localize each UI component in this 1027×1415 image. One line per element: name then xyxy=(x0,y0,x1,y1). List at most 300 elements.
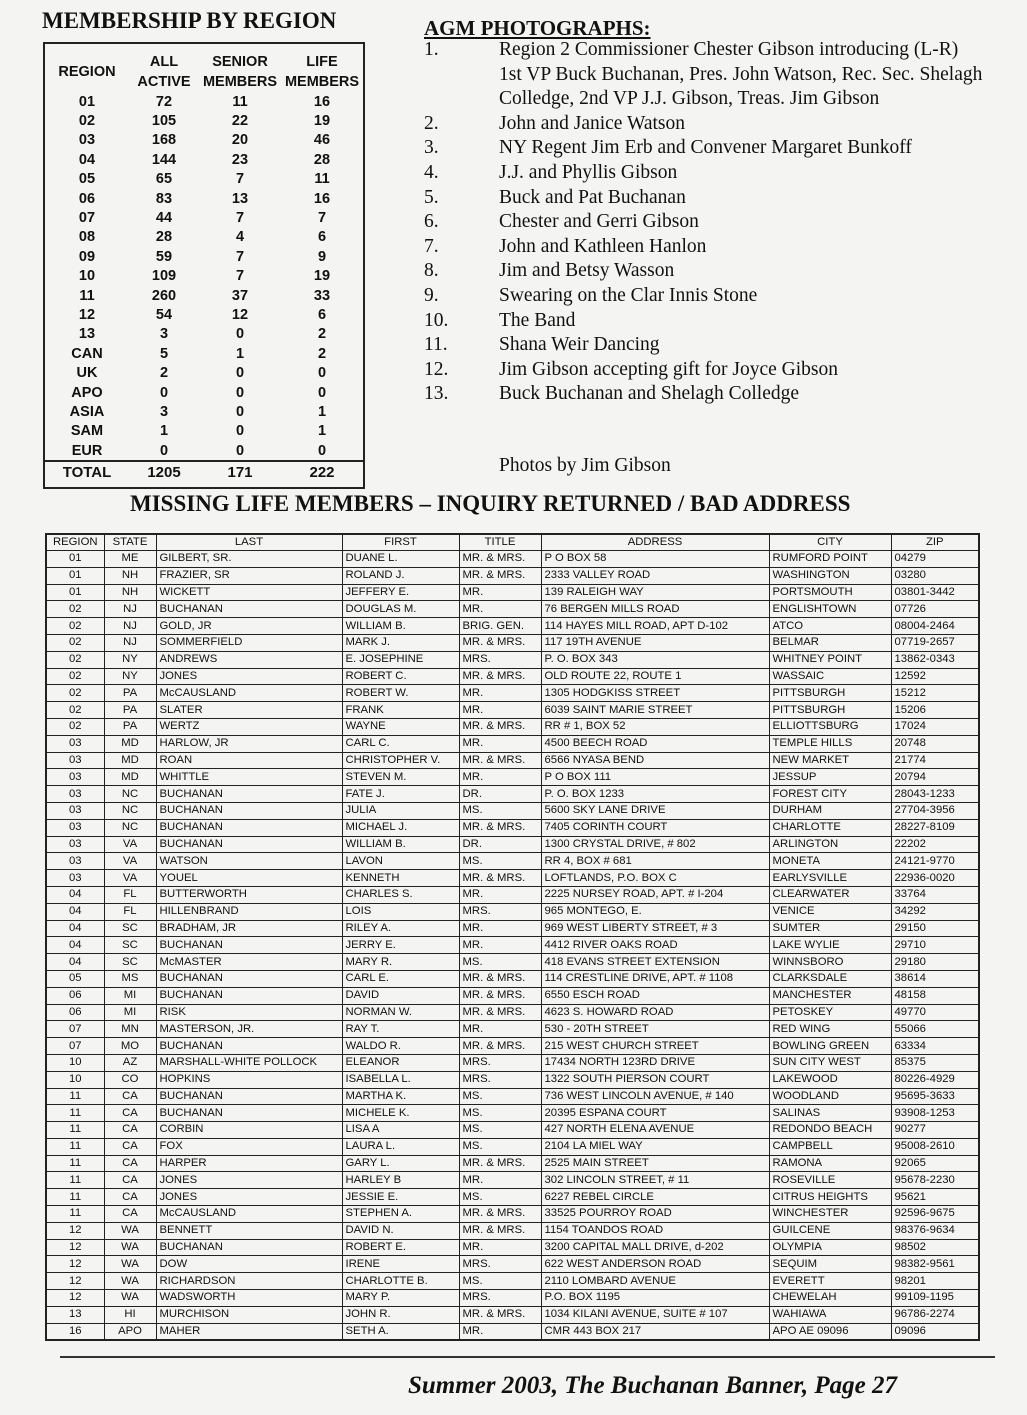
table-cell: 2225 NURSEY ROAD, APT. # I-204 xyxy=(541,886,769,903)
table-cell: 28043-1233 xyxy=(891,786,979,803)
agm-caption: Buck Buchanan and Shelagh Colledge xyxy=(499,383,800,405)
table-cell: 05 xyxy=(46,970,104,987)
agm-number: 3. xyxy=(424,137,439,159)
membership-cell: 2 xyxy=(317,345,327,362)
table-row xyxy=(46,1323,979,1340)
agm-number: 13. xyxy=(424,383,449,405)
table-cell: LOIS xyxy=(342,903,459,920)
agm-number: 9. xyxy=(424,284,439,306)
table-cell: ELEANOR xyxy=(342,1054,459,1071)
table-row xyxy=(46,1290,979,1307)
table-cell: MS. xyxy=(459,1273,541,1290)
missing-col-header: STATE xyxy=(104,534,156,551)
table-cell: RILEY A. xyxy=(342,920,459,937)
table-cell: LISA A xyxy=(342,1122,459,1139)
membership-cell: 1 xyxy=(235,345,245,362)
agm-item xyxy=(424,358,984,383)
table-cell: 4500 BEECH ROAD xyxy=(541,735,769,752)
table-cell: SETH A. xyxy=(342,1323,459,1340)
footer-divider xyxy=(60,1356,995,1358)
membership-cell: 3 xyxy=(159,403,169,420)
membership-cell: 12 xyxy=(78,306,96,323)
table-cell: 03 xyxy=(46,735,104,752)
table-cell: MD xyxy=(104,769,156,786)
agm-caption: Swearing on the Clar Innis Stone xyxy=(499,284,758,306)
table-cell: MR. & MRS. xyxy=(459,1306,541,1323)
membership-cell: 11 xyxy=(232,93,248,110)
table-cell: 01 xyxy=(46,551,104,568)
table-cell: 215 WEST CHURCH STREET xyxy=(541,1038,769,1055)
table-cell: MO xyxy=(104,1038,156,1055)
table-cell: 98376-9634 xyxy=(891,1222,979,1239)
membership-row xyxy=(45,111,363,130)
table-cell: WASSAIC xyxy=(769,668,891,685)
table-cell: CHARLOTTE xyxy=(769,819,891,836)
table-cell: 117 19TH AVENUE xyxy=(541,634,769,651)
membership-cell: 3 xyxy=(159,326,169,343)
missing-col-header: FIRST xyxy=(342,534,459,551)
agm-caption: Jim and Betsy Wasson xyxy=(499,260,675,282)
table-row xyxy=(46,1256,979,1273)
membership-cell: 01 xyxy=(78,93,96,110)
membership-row xyxy=(45,422,363,441)
table-cell: 04279 xyxy=(891,551,979,568)
table-cell: PITTSBURGH xyxy=(769,702,891,719)
table-cell: WA xyxy=(104,1290,156,1307)
membership-cell: 0 xyxy=(235,326,245,343)
membership-cell: 59 xyxy=(155,248,173,265)
table-row xyxy=(46,1222,979,1239)
table-cell: 85375 xyxy=(891,1054,979,1071)
table-cell: 33764 xyxy=(891,886,979,903)
table-cell: PORTSMOUTH xyxy=(769,584,891,601)
table-cell: 02 xyxy=(46,702,104,719)
table-row xyxy=(46,1206,979,1223)
table-cell: DOUGLAS M. xyxy=(342,601,459,618)
membership-cell: 04 xyxy=(78,151,96,168)
table-cell: HOPKINS xyxy=(156,1071,342,1088)
table-cell: MONETA xyxy=(769,853,891,870)
membership-row xyxy=(45,228,363,247)
membership-cell: 09 xyxy=(78,248,96,265)
table-cell: MR. & MRS. xyxy=(459,870,541,887)
table-cell: WINCHESTER xyxy=(769,1206,891,1223)
table-cell: MR. & MRS. xyxy=(459,970,541,987)
table-cell: BUCHANAN xyxy=(156,987,342,1004)
table-cell: DAVID xyxy=(342,987,459,1004)
agm-item xyxy=(424,161,984,186)
table-cell: LAKE WYLIE xyxy=(769,937,891,954)
table-cell: BUCHANAN xyxy=(156,802,342,819)
table-cell: MAHER xyxy=(156,1323,342,1340)
table-cell: 11 xyxy=(46,1122,104,1139)
table-row xyxy=(46,1021,979,1038)
table-cell: RED WING xyxy=(769,1021,891,1038)
table-cell: 03 xyxy=(46,819,104,836)
membership-cell: 6 xyxy=(317,229,327,246)
membership-row xyxy=(45,247,363,266)
table-row xyxy=(46,1155,979,1172)
membership-row xyxy=(45,286,363,305)
table-cell: MR. xyxy=(459,1323,541,1340)
membership-row xyxy=(45,267,363,286)
table-cell: 02 xyxy=(46,601,104,618)
table-cell: JOHN R. xyxy=(342,1306,459,1323)
table-cell: 139 RALEIGH WAY xyxy=(541,584,769,601)
table-cell: 20395 ESPANA COURT xyxy=(541,1105,769,1122)
table-cell: FATE J. xyxy=(342,786,459,803)
table-cell: 06 xyxy=(46,1004,104,1021)
membership-row xyxy=(45,170,363,189)
table-cell: 11 xyxy=(46,1172,104,1189)
agm-number: 8. xyxy=(424,260,439,282)
table-cell: 11 xyxy=(46,1138,104,1155)
table-cell: 06 xyxy=(46,987,104,1004)
table-cell: 02 xyxy=(46,668,104,685)
table-cell: NH xyxy=(104,567,156,584)
table-cell: 11 xyxy=(46,1189,104,1206)
table-cell: GARY L. xyxy=(342,1155,459,1172)
table-cell: SC xyxy=(104,937,156,954)
membership-cell: ASIA xyxy=(69,403,105,420)
table-cell: 04 xyxy=(46,886,104,903)
table-cell: 02 xyxy=(46,651,104,668)
table-cell: CA xyxy=(104,1105,156,1122)
table-cell: 96786-2274 xyxy=(891,1306,979,1323)
table-cell: 38614 xyxy=(891,970,979,987)
table-cell: APO AE 09096 xyxy=(769,1323,891,1340)
membership-cell: 37 xyxy=(231,287,249,304)
table-cell: JONES xyxy=(156,1189,342,1206)
table-row xyxy=(46,903,979,920)
table-cell: RAMONA xyxy=(769,1155,891,1172)
table-cell: CITRUS HEIGHTS xyxy=(769,1189,891,1206)
table-cell: ANDREWS xyxy=(156,651,342,668)
table-cell: 6039 SAINT MARIE STREET xyxy=(541,702,769,719)
membership-cell: 07 xyxy=(78,210,96,227)
table-cell: STEVEN M. xyxy=(342,769,459,786)
table-cell: DURHAM xyxy=(769,802,891,819)
table-cell: JESSUP xyxy=(769,769,891,786)
agm-caption: J.J. and Phyllis Gibson xyxy=(499,161,678,183)
table-cell: NH xyxy=(104,584,156,601)
table-cell: SALINAS xyxy=(769,1105,891,1122)
table-cell: MURCHISON xyxy=(156,1306,342,1323)
table-cell: 2110 LOMBARD AVENUE xyxy=(541,1273,769,1290)
membership-row xyxy=(45,363,363,382)
table-cell: 1154 TOANDOS ROAD xyxy=(541,1222,769,1239)
table-cell: BUCHANAN xyxy=(156,819,342,836)
table-cell: 02 xyxy=(46,718,104,735)
table-cell: BUCHANAN xyxy=(156,1105,342,1122)
table-cell: CAMPBELL xyxy=(769,1138,891,1155)
table-cell: 24121-9770 xyxy=(891,853,979,870)
table-cell: MARK J. xyxy=(342,634,459,651)
table-row xyxy=(46,702,979,719)
table-cell: MR. & MRS. xyxy=(459,1206,541,1223)
table-row xyxy=(46,1004,979,1021)
table-cell: 48158 xyxy=(891,987,979,1004)
table-cell: MICHAEL J. xyxy=(342,819,459,836)
membership-cell: 33 xyxy=(313,287,331,304)
table-cell: 2104 LA MIEL WAY xyxy=(541,1138,769,1155)
table-cell: YOUEL xyxy=(156,870,342,887)
membership-row xyxy=(45,150,363,169)
table-cell: WICKETT xyxy=(156,584,342,601)
table-cell: ROBERT C. xyxy=(342,668,459,685)
table-cell: 12 xyxy=(46,1239,104,1256)
membership-cell: 4 xyxy=(235,229,245,246)
table-cell: 04 xyxy=(46,954,104,971)
table-cell: MARY P. xyxy=(342,1290,459,1307)
agm-number: 2. xyxy=(424,112,439,134)
table-cell: CA xyxy=(104,1172,156,1189)
table-cell: McCAUSLAND xyxy=(156,685,342,702)
table-cell: SUMTER xyxy=(769,920,891,937)
table-cell: 95678-2230 xyxy=(891,1172,979,1189)
table-cell: MARTHA K. xyxy=(342,1088,459,1105)
table-cell: 03 xyxy=(46,853,104,870)
missing-col-header: CITY xyxy=(769,534,891,551)
table-cell: 12592 xyxy=(891,668,979,685)
membership-table-box xyxy=(43,42,365,489)
agm-number: 5. xyxy=(424,186,439,208)
table-cell: ROBERT E. xyxy=(342,1239,459,1256)
table-cell: MASTERSON, JR. xyxy=(156,1021,342,1038)
table-cell: 4623 S. HOWARD ROAD xyxy=(541,1004,769,1021)
table-cell: 15212 xyxy=(891,685,979,702)
table-cell: MR. & MRS. xyxy=(459,987,541,1004)
table-cell: MI xyxy=(104,987,156,1004)
table-cell: NY xyxy=(104,651,156,668)
table-cell: 1034 KILANI AVENUE, SUITE # 107 xyxy=(541,1306,769,1323)
table-cell: HARPER xyxy=(156,1155,342,1172)
membership-cell: 10 xyxy=(78,268,96,285)
table-cell: 13862-0343 xyxy=(891,651,979,668)
membership-cell: 28 xyxy=(313,151,331,168)
agm-item xyxy=(424,136,984,161)
table-cell: 92596-9675 xyxy=(891,1206,979,1223)
agm-item xyxy=(424,259,984,284)
table-cell: NJ xyxy=(104,601,156,618)
table-cell: BENNETT xyxy=(156,1222,342,1239)
table-cell: MANCHESTER xyxy=(769,987,891,1004)
table-row xyxy=(46,1038,979,1055)
table-cell: DUANE L. xyxy=(342,551,459,568)
missing-members-title: MISSING LIFE MEMBERS – INQUIRY RETURNED / BAD ADDRESS xyxy=(130,491,851,516)
table-row xyxy=(46,567,979,584)
table-cell: PA xyxy=(104,685,156,702)
table-cell: LAKEWOOD xyxy=(769,1071,891,1088)
table-cell: 11 xyxy=(46,1105,104,1122)
membership-row xyxy=(45,208,363,227)
membership-cell: 22 xyxy=(231,113,249,130)
table-cell: MR. xyxy=(459,685,541,702)
table-cell: RISK xyxy=(156,1004,342,1021)
membership-total-cell: TOTAL xyxy=(45,461,129,482)
table-cell: WA xyxy=(104,1239,156,1256)
table-cell: WAHIAWA xyxy=(769,1306,891,1323)
table-cell: WASHINGTON xyxy=(769,567,891,584)
table-cell: 98201 xyxy=(891,1273,979,1290)
table-row xyxy=(46,853,979,870)
table-cell: 17024 xyxy=(891,718,979,735)
membership-cell: 19 xyxy=(313,113,331,130)
table-cell: WINNSBORO xyxy=(769,954,891,971)
table-cell: MR. xyxy=(459,920,541,937)
table-cell: MS. xyxy=(459,1138,541,1155)
membership-cell: 7 xyxy=(235,210,245,227)
table-cell: 03 xyxy=(46,870,104,887)
membership-row xyxy=(45,131,363,150)
table-cell: 3200 CAPITAL MALL DRIVE, d-202 xyxy=(541,1239,769,1256)
table-cell: MS xyxy=(104,970,156,987)
table-cell: 03 xyxy=(46,769,104,786)
table-cell: BRIG. GEN. xyxy=(459,618,541,635)
table-cell: 11 xyxy=(46,1206,104,1223)
membership-cell: 65 xyxy=(155,171,173,188)
table-cell: NORMAN W. xyxy=(342,1004,459,1021)
table-cell: 29180 xyxy=(891,954,979,971)
table-cell: MR. xyxy=(459,769,541,786)
col-life: LIFE MEMBERS xyxy=(284,54,360,90)
table-cell: 33525 POURROY ROAD xyxy=(541,1206,769,1223)
membership-cell: 46 xyxy=(313,132,331,149)
table-cell: MRS. xyxy=(459,1290,541,1307)
membership-cell: 0 xyxy=(317,365,327,382)
table-cell: 07726 xyxy=(891,601,979,618)
table-cell: CA xyxy=(104,1189,156,1206)
table-cell: VA xyxy=(104,836,156,853)
membership-row xyxy=(45,383,363,402)
membership-row xyxy=(45,92,363,111)
table-cell: 93908-1253 xyxy=(891,1105,979,1122)
table-cell: VA xyxy=(104,870,156,887)
table-cell: MR. xyxy=(459,601,541,618)
table-cell: FL xyxy=(104,886,156,903)
table-cell: OLYMPIA xyxy=(769,1239,891,1256)
agm-number: 4. xyxy=(424,161,439,183)
agm-photo-list xyxy=(424,38,984,407)
agm-item xyxy=(424,333,984,358)
table-cell: BUCHANAN xyxy=(156,601,342,618)
table-cell: 76 BERGEN MILLS ROAD xyxy=(541,601,769,618)
table-row xyxy=(46,1054,979,1071)
table-cell: 15206 xyxy=(891,702,979,719)
table-cell: EARLYSVILLE xyxy=(769,870,891,887)
table-cell: WA xyxy=(104,1222,156,1239)
table-cell: McCAUSLAND xyxy=(156,1206,342,1223)
table-cell: MR. xyxy=(459,735,541,752)
table-cell: CORBIN xyxy=(156,1122,342,1139)
agm-number: 1. xyxy=(424,39,439,60)
table-cell: RICHARDSON xyxy=(156,1273,342,1290)
table-row xyxy=(46,954,979,971)
table-cell: 34292 xyxy=(891,903,979,920)
membership-cell: 0 xyxy=(235,423,245,440)
agm-item xyxy=(424,112,984,137)
table-cell: PA xyxy=(104,718,156,735)
agm-caption: Jim Gibson accepting gift for Joyce Gibson xyxy=(499,358,839,380)
table-row xyxy=(46,1088,979,1105)
agm-number: 7. xyxy=(424,235,439,257)
table-cell: 1300 CRYSTAL DRIVE, # 802 xyxy=(541,836,769,853)
table-cell: MR. & MRS. xyxy=(459,718,541,735)
table-cell: WERTZ xyxy=(156,718,342,735)
table-cell: MR. & MRS. xyxy=(459,1038,541,1055)
membership-row xyxy=(45,325,363,344)
table-cell: 114 CRESTLINE DRIVE, APT. # 1108 xyxy=(541,970,769,987)
membership-cell: 2 xyxy=(159,365,169,382)
membership-cell: 7 xyxy=(235,248,245,265)
table-cell: 98502 xyxy=(891,1239,979,1256)
table-cell: MN xyxy=(104,1021,156,1038)
table-cell: 12 xyxy=(46,1222,104,1239)
table-cell: CHARLES S. xyxy=(342,886,459,903)
table-cell: P. O. BOX 1233 xyxy=(541,786,769,803)
table-cell: BUCHANAN xyxy=(156,937,342,954)
table-cell: SEQUIM xyxy=(769,1256,891,1273)
table-cell: LOFTLANDS, P.O. BOX C xyxy=(541,870,769,887)
table-cell: SC xyxy=(104,920,156,937)
table-cell: MRS. xyxy=(459,651,541,668)
table-cell: MARSHALL-WHITE POLLOCK xyxy=(156,1054,342,1071)
table-cell: 969 WEST LIBERTY STREET, # 3 xyxy=(541,920,769,937)
table-row xyxy=(46,618,979,635)
table-cell: 5600 SKY LANE DRIVE xyxy=(541,802,769,819)
agm-caption: John and Janice Watson xyxy=(499,112,685,134)
table-cell: MR. & MRS. xyxy=(459,1004,541,1021)
table-cell: HARLOW, JR xyxy=(156,735,342,752)
table-cell: CHRISTOPHER V. xyxy=(342,752,459,769)
membership-cell: 13 xyxy=(78,326,96,343)
page-footer: Summer 2003, The Buchanan Banner, Page 27 xyxy=(408,1372,897,1399)
table-cell: 49770 xyxy=(891,1004,979,1021)
membership-cell: 0 xyxy=(235,442,245,459)
table-cell: CLARKSDALE xyxy=(769,970,891,987)
membership-cell: 13 xyxy=(231,190,249,207)
table-cell: 07719-2657 xyxy=(891,634,979,651)
table-cell: WA xyxy=(104,1273,156,1290)
membership-cell: 44 xyxy=(155,210,173,227)
table-cell: GILBERT, SR. xyxy=(156,551,342,568)
table-row xyxy=(46,802,979,819)
table-row xyxy=(46,634,979,651)
table-cell: PETOSKEY xyxy=(769,1004,891,1021)
table-row xyxy=(46,584,979,601)
table-cell: ROAN xyxy=(156,752,342,769)
table-cell: 20748 xyxy=(891,735,979,752)
table-cell: MRS. xyxy=(459,1256,541,1273)
agm-caption: John and Kathleen Hanlon xyxy=(499,235,707,257)
missing-col-header: LAST xyxy=(156,534,342,551)
table-cell: DR. xyxy=(459,836,541,853)
table-cell: ROSEVILLE xyxy=(769,1172,891,1189)
table-cell: 99109-1195 xyxy=(891,1290,979,1307)
table-cell: MR. & MRS. xyxy=(459,668,541,685)
table-cell: CA xyxy=(104,1206,156,1223)
table-cell: 03 xyxy=(46,786,104,803)
membership-cell: 0 xyxy=(235,403,245,420)
table-cell: JEFFERY E. xyxy=(342,584,459,601)
table-cell: MR. xyxy=(459,937,541,954)
agm-item xyxy=(424,382,984,407)
table-cell: 29150 xyxy=(891,920,979,937)
table-cell: RAY T. xyxy=(342,1021,459,1038)
table-cell: WHITNEY POINT xyxy=(769,651,891,668)
membership-cell: 16 xyxy=(313,93,331,110)
table-cell: FOREST CITY xyxy=(769,786,891,803)
